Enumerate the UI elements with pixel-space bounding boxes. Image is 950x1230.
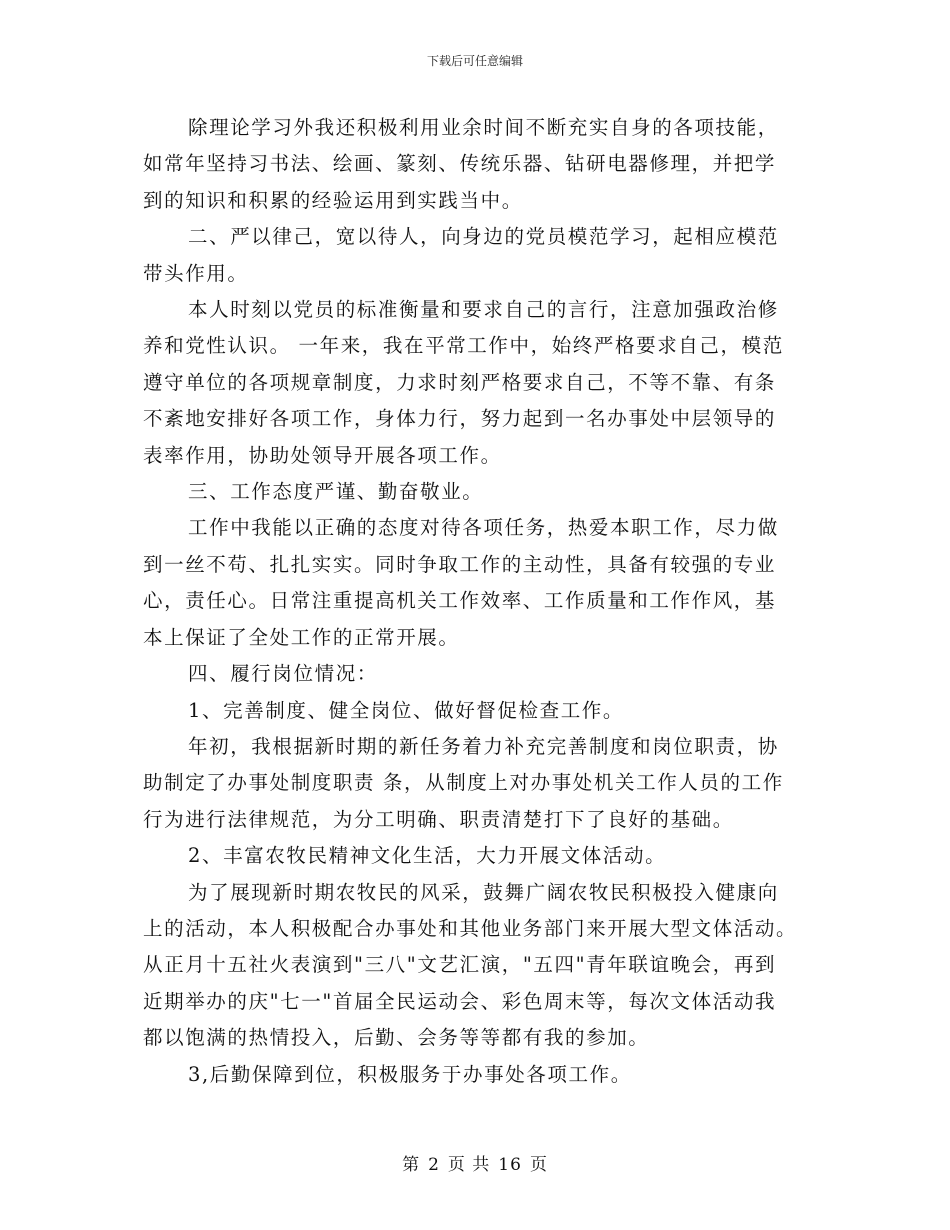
text-line: 带头作用。 [143,261,249,285]
text-line: 遵守单位的各项规章制度，力求时刻严格要求自己，不等不靠、有条 [143,370,777,394]
text-line: 上的活动，本人积极配合办事处和其他业务部门来开展大型文体活动。 [143,916,798,940]
paragraph [143,729,823,838]
current-page-number: 2 [428,1155,440,1175]
subsection-heading [143,693,823,729]
text-line: 除理论学习外我还积极利用业余时间不断充实自身的各项技能， [188,116,779,139]
subsection-heading [143,838,823,874]
text-line: 本上保证了全处工作的正常开展。 [143,625,460,649]
section-heading [143,474,823,510]
text-line: 四、履行岗位情况： [188,662,378,686]
text-line: 从正月十五社火表演到"三八"文艺汇演，"五四"青年联谊晚会，再到 [143,953,777,977]
page-header [0,54,950,68]
text-line: 工作中我能以正确的态度对待各项任务，热爱本职工作，尽力做 [188,516,779,540]
section-heading [143,219,823,292]
text-line: 不紊地安排好各项工作，身体力行，努力起到一名办事处中层领导的 [143,407,777,431]
text-line: 近期举办的庆"七一"首届全民运动会、彩色周末等，每次文体活动我 [143,989,777,1013]
paragraph [143,292,823,474]
text-line: 都以饱满的热情投入，后勤、会务等等都有我的参加。 [143,1026,650,1050]
document-body [143,110,823,1093]
text-line: 年初，我根据新时期的新任务着力补充完善制度和岗位职责，协 [188,734,779,758]
text-line: 助制定了办事处制度职责 条，从制度上对办事处机关工作人员的工作 [143,771,784,795]
text-line: 为了展现新时期农牧民的风采，鼓舞广阔农牧民积极投入健康向 [188,880,779,904]
text-line: 二、严以律己，宽以待人，向身边的党员模范学习，起相应模范 [188,225,779,249]
subsection-heading [143,1057,823,1093]
text-line: 到一丝不苟、扎扎实实。同时争取工作的主动性，具备有较强的专业 [143,552,777,576]
text-line: 到的知识和积累的经验运用到实践当中。 [143,188,523,212]
page-footer [0,1155,950,1175]
text-line: 表率作用，协助处领导开展各项工作。 [143,443,502,467]
header-note: 下载后可任意编辑 [426,54,523,68]
paragraph [143,510,823,656]
paragraph [143,875,823,1057]
text-line: 2、丰富农牧民精神文化生活，大力开展文体活动。 [188,844,667,868]
footer-suffix: 页 [529,1155,548,1175]
text-line: 如常年坚持习书法、绘画、篆刻、传统乐器、钻研电器修理，并把学 [143,152,777,176]
text-line: 行为进行法律规范，为分工明确、职责清楚打下了良好的基础。 [143,807,734,831]
footer-prefix: 第 [402,1155,421,1175]
footer-middle: 页 共 [447,1155,491,1175]
text-line: 本人时刻以党员的标准衡量和要求自己的言行，注意加强政治修 [188,298,779,322]
total-pages-number: 16 [498,1155,522,1175]
text-line: 1、完善制度、健全岗位、做好督促检查工作。 [188,698,625,722]
text-line: 3,后勤保障到位，积极服务于办事处各项工作。 [188,1062,632,1086]
section-heading [143,656,823,692]
text-line: 三、工作态度严谨、勤奋敬业。 [188,480,484,504]
paragraph [143,110,823,219]
text-line: 心，责任心。日常注重提高机关工作效率、工作质量和工作作风，基 [143,589,777,613]
text-line: 养和党性认识。 一年来，我在平常工作中，始终严格要求自己，模范 [143,334,784,358]
